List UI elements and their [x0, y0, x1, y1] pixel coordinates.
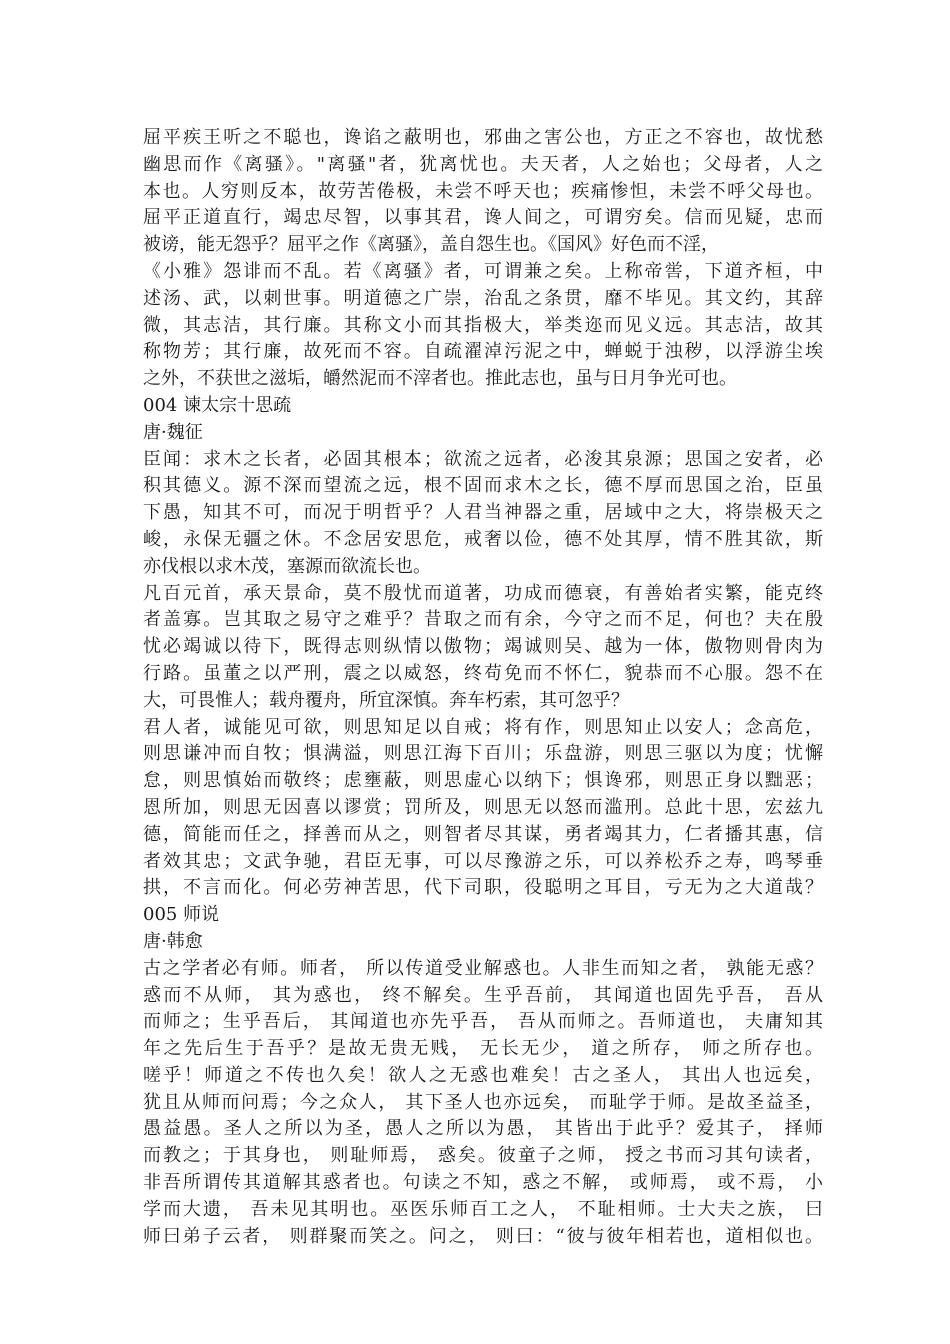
paragraph — [143, 956, 823, 1251]
paragraph — [143, 715, 823, 903]
text-line: 幽思而作《离骚》。"离骚"者，犹离忧也。夫天者，人之始也；父母者，人之 — [143, 153, 823, 175]
text-line: 亦伐根以求木茂，塞源而欲流长也。 — [143, 555, 431, 577]
text-line: 微，其志洁，其行廉。其称文小而其指极大，举类迩而见义远。其志洁，故其 — [143, 314, 823, 336]
text-line: 凡百元首，承天景命，莫不殷忧而道著，功成而德衰，有善始者实繁，能克终 — [143, 582, 823, 604]
text-line: 嗟乎！师道之不传也久矣！欲人之无惑也难矣！古之圣人， 其出人也远矣， — [143, 1064, 823, 1086]
text-line: 非吾所谓传其道解其惑者也。句读之不知，惑之不解， 或师焉， 或不焉， 小 — [143, 1172, 823, 1194]
text-line: 忧必竭诚以待下，既得志则纵情以傲物；竭诚则吴、越为一体，傲物则骨肉为 — [143, 636, 823, 658]
text-line: 学而大遗， 吾未见其明也。巫医乐师百工之人， 不耻相师。士大夫之族， 曰 — [143, 1198, 823, 1220]
text-line: 怠，则思慎始而敬终；虑壅蔽，则思虚心以纳下；惧谗邪，则思正身以黜恶； — [143, 770, 823, 792]
text-line: 峻，永保无疆之休。不念居安思危，戒奢以俭，德不处其厚，情不胜其欲，斯 — [143, 528, 823, 550]
text-line: 愚益愚。圣人之所以为圣，愚人之所以为愚， 其皆出于此乎？爱其子， 择师 — [143, 1118, 823, 1140]
section-title: 005 师说 — [143, 904, 220, 926]
text-line: 者效其忠；文武争驰，君臣无事，可以尽豫游之乐，可以养松乔之寿，鸣琴垂 — [143, 850, 823, 872]
section-004 — [143, 393, 823, 902]
text-line: 《小雅》怨诽而不乱。若《离骚》者，可谓兼之矣。上称帝喾，下道齐桓，中 — [143, 260, 823, 282]
text-line: 年之先后生于吾乎？是故无贵无贱， 无长无少， 道之所存， 师之所存也。 — [143, 1038, 823, 1060]
lisao-commentary — [143, 125, 823, 393]
text-line: 行路。虽董之以严刑，震之以威怒，终苟免而不怀仁，貌恭而不心服。怨不在 — [143, 662, 823, 684]
text-line: 下愚，知其不可，而况于明哲乎？人君当神器之重，居域中之大，将崇极天之 — [143, 502, 823, 524]
text-line: 之外，不获世之滋垢，皭然泥而不滓者也。推此志也，虽与日月争光可也。 — [143, 368, 737, 390]
text-line: 者盖寡。岂其取之易守之难乎？昔取之而有余，今守之而不足，何也？夫在殷 — [143, 609, 823, 631]
text-line: 师曰弟子云者， 则群聚而笑之。问之， 则曰：“彼与彼年相若也，道相似也。 — [143, 1225, 823, 1247]
section-title: 004 谏太宗十思疏 — [143, 394, 292, 416]
text-line: 述汤、武，以刺世事。明道德之广崇，治乱之条贯，靡不毕见。其文约，其辞 — [143, 287, 823, 309]
text-line: 拱，不言而化。何必劳神苦思，代下司职，役聪明之耳目，亏无为之大道哉？ — [143, 877, 823, 899]
text-line: 古之学者必有师。师者， 所以传道受业解惑也。人非生而知之者， 孰能无惑？ — [143, 957, 823, 979]
section-005 — [143, 902, 823, 1250]
section-author: 唐·韩愈 — [143, 930, 203, 952]
text-line: 积其德义。源不深而望流之远，根不固而求木之长，德不厚而思国之治，臣虽 — [143, 475, 823, 497]
text-line: 犹且从师而问焉；今之众人， 其下圣人也亦远矣， 而耻学于师。是故圣益圣， — [143, 1091, 823, 1113]
document-page — [143, 125, 823, 1250]
section-author: 唐·魏征 — [143, 421, 203, 443]
text-line: 而教之；于其身也， 则耻师焉， 惑矣。彼童子之师， 授之书而习其句读者， — [143, 1145, 823, 1167]
text-line: 臣闻：求木之长者，必固其根本；欲流之远者，必浚其泉源；思国之安者，必 — [143, 448, 823, 470]
paragraph — [143, 581, 823, 715]
text-line: 君人者，诚能见可欲，则思知足以自戒；将有作，则思知止以安人；念高危， — [143, 716, 823, 738]
text-line: 恩所加，则思无因喜以谬赏；罚所及，则思无以怒而滥刑。总此十思，宏兹九 — [143, 796, 823, 818]
text-line: 德，简能而任之，择善而从之，则智者尽其谋，勇者竭其力，仁者播其惠，信 — [143, 823, 823, 845]
paragraph — [143, 447, 823, 581]
text-line: 屈平疾王听之不聪也，谗谄之蔽明也，邪曲之害公也，方正之不容也，故忧愁 — [143, 127, 823, 148]
text-line: 惑而不从师， 其为惑也， 终不解矣。生乎吾前， 其闻道也固先乎吾， 吾从 — [143, 984, 823, 1006]
text-line: 称物芳；其行廉，故死而不容。自疏濯淖污泥之中，蝉蜕于浊秽，以浮游尘埃 — [143, 341, 823, 363]
text-line: 则思谦冲而自牧；惧满溢，则思江海下百川；乐盘游，则思三驱以为度；忧懈 — [143, 743, 823, 765]
text-line: 屈平正道直行，竭忠尽智，以事其君，谗人间之，可谓穷矣。信而见疑，忠而 — [143, 207, 823, 229]
text-line: 而师之；生乎吾后， 其闻道也亦先乎吾， 吾从而师之。吾师道也， 夫庸知其 — [143, 1011, 823, 1033]
text-line: 本也。人穷则反本，故劳苦倦极，未尝不呼天也；疾痛惨怛，未尝不呼父母也。 — [143, 180, 823, 202]
text-line: 大，可畏惟人；载舟覆舟，所宜深慎。奔车朽索，其可忽乎？ — [143, 689, 629, 711]
text-line: 被谤，能无怨乎？屈平之作《离骚》，盖自怨生也。《国风》好色而不淫， — [143, 234, 719, 256]
